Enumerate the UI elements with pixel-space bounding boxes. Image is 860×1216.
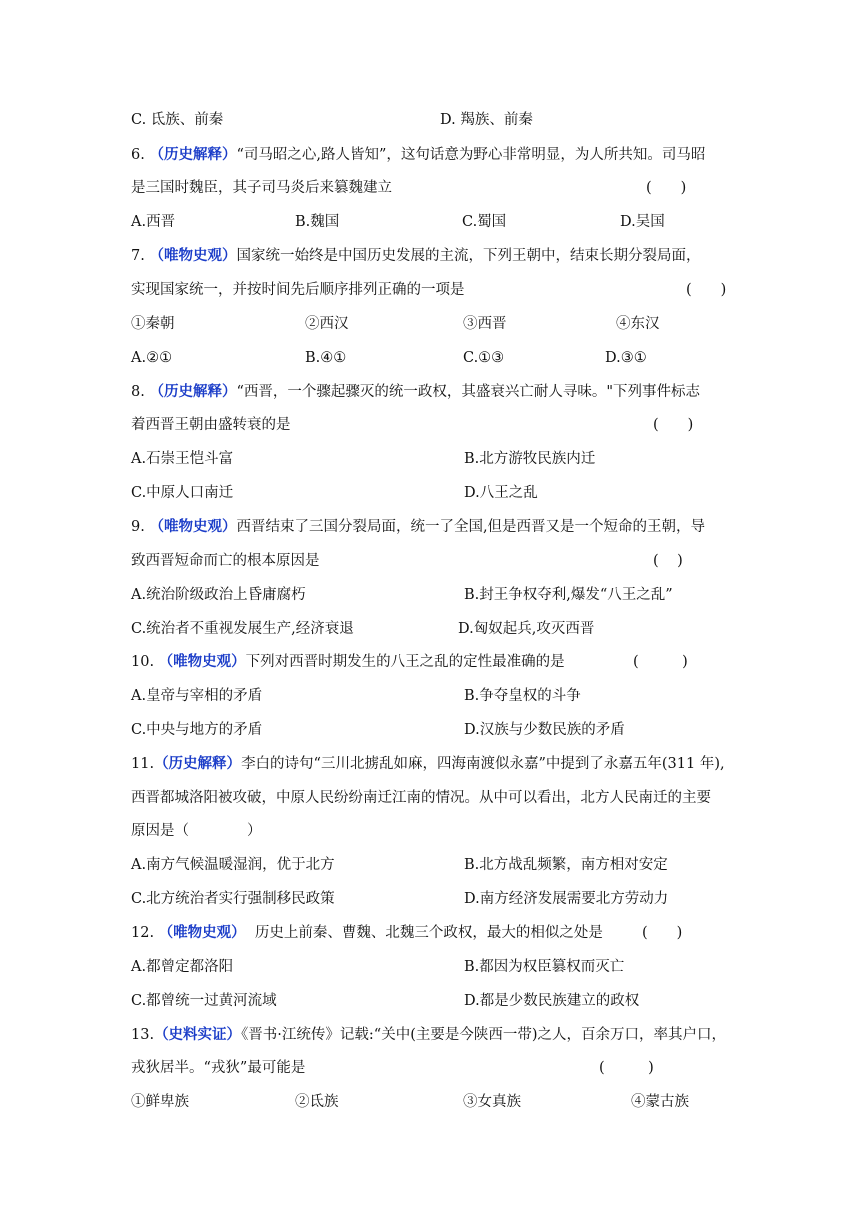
- option-c: C.①③: [463, 350, 505, 366]
- category-tag: （历史解释）: [154, 755, 242, 772]
- question-9-options-cd: [131, 618, 731, 640]
- question-text: 原因是（ ）: [131, 823, 262, 839]
- question-number: 6.: [131, 147, 145, 163]
- option-d: D.都是少数民族建立的政权: [464, 993, 640, 1009]
- option-d: D. 羯族、前秦: [440, 112, 533, 128]
- question-text: 实现国家统一，并按时间先后顺序排列正确的一项是: [131, 282, 465, 298]
- question-text: 戎狄居半。“戎狄”最可能是: [131, 1060, 306, 1076]
- question-8-line1: [131, 381, 731, 403]
- category-tag: （唯物史观）: [149, 518, 237, 535]
- option-c: C.中原人口南迁: [131, 485, 234, 501]
- option-a: A.南方气候温暖湿润，优于北方: [131, 857, 335, 873]
- question-6-line1: [131, 144, 731, 166]
- option-d: D.③①: [605, 350, 647, 366]
- option-b: B.北方战乱频繁，南方相对安定: [464, 857, 668, 873]
- answer-parentheses: ( ): [653, 417, 694, 433]
- option-c: C.北方统治者实行强制移民政策: [131, 891, 335, 907]
- question-text: 着西晋王朝由盛转衰的是: [131, 417, 291, 433]
- question-11-options-ab: [131, 854, 731, 876]
- option-c: C.统治者不重视发展生产,经济衰退: [131, 621, 354, 637]
- option-a: A.统治阶级政治上昏庸腐朽: [131, 587, 306, 603]
- option-a: A.②①: [131, 350, 173, 366]
- answer-parentheses: ( ): [686, 282, 727, 298]
- question-8-options-ab: [131, 448, 731, 470]
- option-b: B.魏国: [295, 214, 340, 230]
- question-text: “司马昭之心,路人皆知”，这句话意为野心非常明显，为人所共知。司马昭: [236, 147, 706, 163]
- category-tag: （唯物史观）: [158, 653, 246, 670]
- option-a: A.西晋: [131, 214, 176, 230]
- option-b: B.④①: [305, 350, 347, 366]
- question-7-line2: [131, 279, 731, 301]
- option-b: B.封王争权夺利,爆发“八王之乱”: [464, 587, 673, 603]
- question-text: 西晋结束了三国分裂局面，统一了全国,但是西晋又是一个短命的王朝，导: [236, 519, 706, 535]
- option-row: [131, 109, 731, 131]
- item-3: ③西晋: [463, 316, 507, 332]
- question-7-options: [131, 347, 731, 369]
- question-9-options-ab: [131, 584, 731, 606]
- question-13-line2: [131, 1057, 731, 1079]
- question-13-line1: [131, 1024, 731, 1046]
- question-12-options-cd: [131, 990, 731, 1012]
- option-b: B.北方游牧民族内迁: [464, 451, 596, 467]
- answer-parentheses: ( ): [653, 553, 683, 569]
- answer-parentheses: ( ): [633, 654, 688, 670]
- question-text: 《晋书·江统传》记载:“关中(主要是今陕西一带)之人，百余万口，率其户口，: [241, 1027, 727, 1043]
- option-d: D.吴国: [620, 214, 665, 230]
- question-number: 10.: [131, 654, 155, 670]
- question-11-options-cd: [131, 888, 731, 910]
- question-7-items: [131, 313, 731, 335]
- option-d: D.汉族与少数民族的矛盾: [464, 722, 625, 738]
- question-text: 是三国时魏臣，其子司马炎后来篡魏建立: [131, 180, 392, 196]
- category-tag: （历史解释）: [149, 146, 237, 163]
- question-6-line2: [131, 177, 731, 199]
- question-number: 12.: [131, 925, 155, 941]
- item-4: ④东汉: [616, 316, 660, 332]
- item-1: ①鲜卑族: [131, 1094, 189, 1110]
- option-d: D.南方经济发展需要北方劳动力: [464, 891, 669, 907]
- question-text: 西晋都城洛阳被攻破，中原人民纷纷南迁江南的情况。从中可以看出，北方人民南迁的主要: [131, 790, 711, 806]
- category-tag: （史料实证）: [154, 1026, 242, 1043]
- question-text: “西晋，一个骤起骤灭的统一政权，其盛衰兴亡耐人寻味。"下列事件标志: [236, 384, 701, 400]
- question-10-options-ab: [131, 685, 731, 707]
- question-11-line2: [131, 787, 731, 809]
- option-d: D.匈奴起兵,攻灭西晋: [458, 621, 595, 637]
- question-8-line2: [131, 414, 731, 436]
- question-9-line2: [131, 550, 731, 572]
- question-number: 9.: [131, 519, 145, 535]
- question-11-line1: [131, 753, 731, 775]
- question-text: 国家统一始终是中国历史发展的主流，下列王朝中，结束长期分裂局面，: [236, 248, 701, 264]
- option-b: B.争夺皇权的斗争: [464, 688, 581, 704]
- option-c: C. 氐族、前秦: [131, 112, 224, 128]
- answer-parentheses: ( ): [642, 925, 683, 941]
- question-12-line1: [131, 922, 731, 944]
- category-tag: （历史解释）: [149, 383, 237, 400]
- item-2: ②氐族: [295, 1094, 339, 1110]
- question-6-options: [131, 211, 731, 233]
- question-number: 13.: [131, 1027, 155, 1043]
- category-tag: （唯物史观）: [149, 247, 237, 264]
- question-number: 11.: [131, 756, 155, 772]
- question-text: 李白的诗句“三川北掳乱如麻，四海南渡似永嘉”中提到了永嘉五年(311 年),: [241, 756, 725, 772]
- question-number: 8.: [131, 384, 145, 400]
- option-c: C.蜀国: [462, 214, 507, 230]
- question-12-options-ab: [131, 956, 731, 978]
- option-d: D.八王之乱: [464, 485, 538, 501]
- question-number: 7.: [131, 248, 145, 264]
- question-8-options-cd: [131, 482, 731, 504]
- question-10-line1: [131, 651, 731, 673]
- question-text: 历史上前秦、曹魏、北魏三个政权，最大的相似之处是: [254, 925, 603, 941]
- item-1: ①秦朝: [131, 316, 175, 332]
- answer-parentheses: ( ): [646, 180, 687, 196]
- question-text: 下列对西晋时期发生的八王之乱的定性最准确的是: [245, 654, 565, 670]
- option-a: A.都曾定都洛阳: [131, 959, 234, 975]
- answer-parentheses: ( ): [599, 1060, 654, 1076]
- item-2: ②西汉: [305, 316, 349, 332]
- option-a: A.皇帝与宰相的矛盾: [131, 688, 263, 704]
- option-b: B.都因为权臣篡权而灭亡: [464, 959, 625, 975]
- question-text: 致西晋短命而亡的根本原因是: [131, 553, 320, 569]
- question-13-items: [131, 1091, 731, 1113]
- item-3: ③女真族: [463, 1094, 521, 1110]
- option-c: C.都曾统一过黄河流域: [131, 993, 277, 1009]
- question-7-line1: [131, 245, 731, 267]
- question-9-line1: [131, 516, 731, 538]
- category-tag: （唯物史观）: [158, 924, 246, 941]
- item-4: ④蒙古族: [631, 1094, 689, 1110]
- option-a: A.石崇王恺斗富: [131, 451, 234, 467]
- question-11-line3: [131, 820, 731, 842]
- option-c: C.中央与地方的矛盾: [131, 722, 263, 738]
- question-10-options-cd: [131, 719, 731, 741]
